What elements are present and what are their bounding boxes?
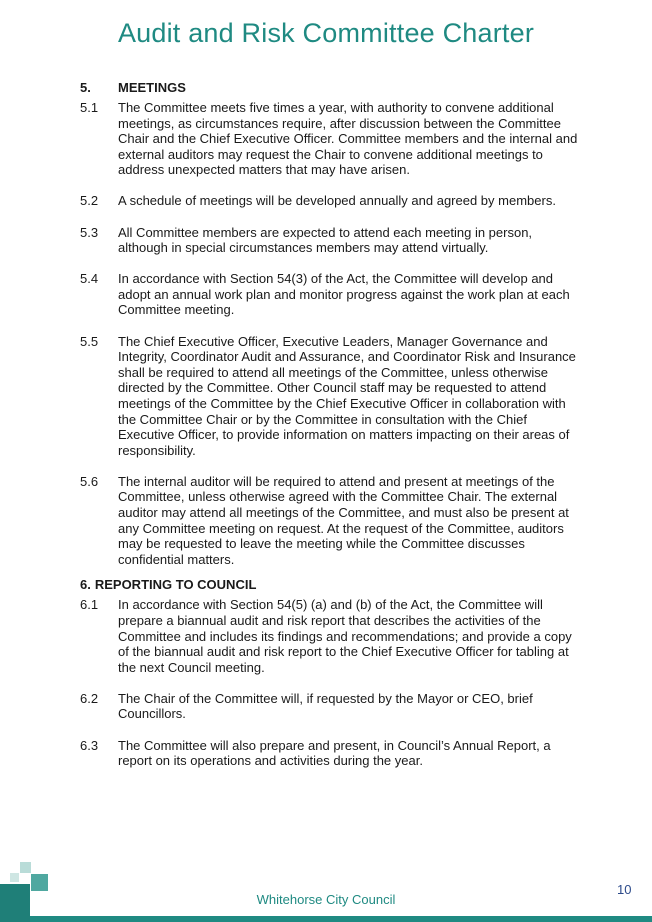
clause-5-3 [80, 225, 580, 256]
page-number: 10 [617, 882, 632, 897]
footer-bar [30, 916, 652, 922]
clause-text: In accordance with Section 54(3) of the Act, the Committee will develop and adopt an annual work plan and monitor progress against the work plan at each Committee meeting. [118, 271, 570, 318]
section-number: 5. [80, 80, 91, 95]
document-body [80, 80, 580, 784]
clause-text: The Committee meets five times a year, with authority to convene additional meetings, as circumstances require, after discussion between the Committee Chair and the Chief Executive Officer. Committee members and the internal and external auditors may request the Chair to convene additional meetings to address unexpected matters that may have arisen. [118, 100, 578, 178]
clause-number: 6.3 [80, 737, 99, 753]
section-number: 6. [80, 577, 91, 593]
decorative-square-small [20, 862, 31, 873]
clause-number: 5.1 [80, 100, 99, 115]
section-heading-meetings [80, 80, 580, 96]
clause-number: 6.2 [80, 690, 99, 706]
section-title: REPORTING TO COUNCIL [94, 577, 257, 593]
decorative-square-medium [31, 874, 48, 891]
clause-number: 5.3 [80, 224, 99, 240]
clause-5-6 [80, 474, 580, 568]
clause-5-4 [80, 271, 580, 318]
clause-text: The Chief Executive Officer, Executive Leaders, Manager Governance and Integrity, Coordinator Audit and Assurance, and Coordinator Risk and Insurance shall be required to attend all meetings of the Committee, unless otherwise directed by the Committee. Other Council staff may be requested to attend meetings of the Committee by the Chief Executive Officer in collaboration with the Committee Chair or by the Committee in consultation with the Chief Executive Officer, to provide information on matters impacting on their areas of responsibility. [118, 333, 576, 458]
clause-6-3 [80, 738, 580, 769]
clause-number: 5.4 [80, 271, 99, 287]
clause-5-2 [80, 193, 580, 209]
clause-text: The Committee will also prepare and present, in Council’s Annual Report, a report on its operations and activities during the year. [118, 737, 551, 769]
clause-number: 5.5 [80, 333, 99, 349]
clause-number: 5.6 [80, 473, 99, 489]
clause-text: A schedule of meetings will be developed annually and agreed by members. [118, 193, 556, 209]
clause-6-2 [80, 691, 580, 722]
footer-organization: Whitehorse City Council [256, 892, 396, 907]
section-heading-reporting [80, 577, 580, 593]
clause-6-1 [80, 597, 580, 675]
clause-text: All Committee members are expected to attend each meeting in person, although in special circumstances members may attend virtually. [118, 224, 533, 256]
clause-text: In accordance with Section 54(5) (a) and (b) of the Act, the Committee will prepare a biannual audit and risk report that describes the activities of the Committee and includes its findings and recommendations; and provide a copy of the biannual audit and risk report to the Chief Executive Officer for tabling at the next Council meeting. [118, 597, 572, 675]
clause-number: 5.2 [80, 193, 99, 209]
clause-text: The internal auditor will be required to attend and present at meetings of the Committee, unless otherwise agreed with the Committee Chair. The external auditor may attend all meetings of the Committee, and must also be present at any Committee meeting on request. At the request of the Committee, auditors may be requested to leave the meeting while the Committee discusses confidential matters. [118, 473, 569, 567]
clause-number: 6.1 [80, 597, 99, 613]
decorative-square-tiny [10, 873, 19, 882]
clause-text: The Chair of the Committee will, if requested by the Mayor or CEO, brief Councillors. [118, 690, 533, 722]
document-title: Audit and Risk Committee Charter [117, 18, 535, 48]
clause-5-5 [80, 334, 580, 459]
section-title: MEETINGS [118, 80, 186, 95]
clause-5-1 [80, 100, 580, 178]
